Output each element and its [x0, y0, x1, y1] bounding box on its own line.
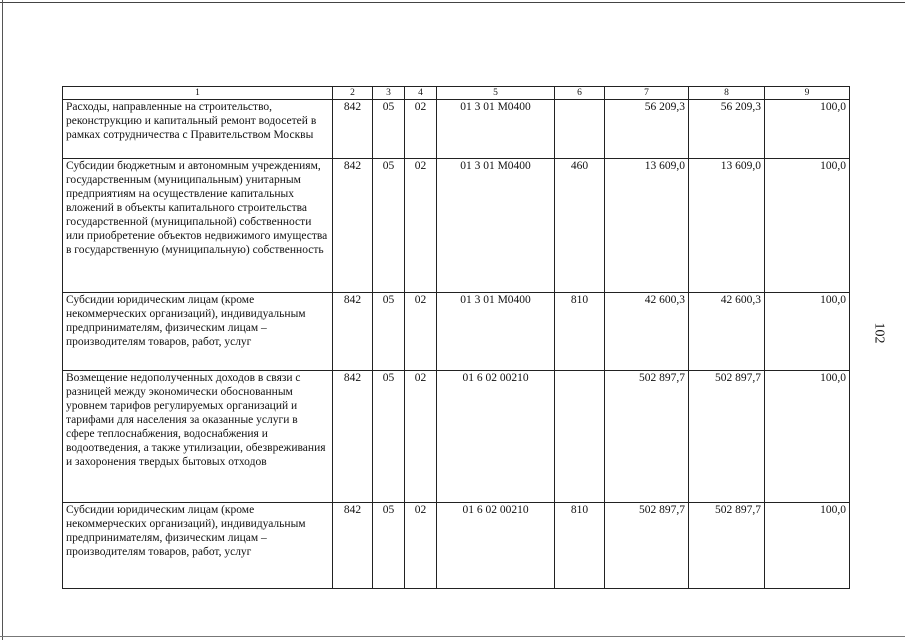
column-header: 5: [437, 87, 555, 100]
cell-executed: 502 897,7: [689, 503, 765, 589]
column-header: 8: [689, 87, 765, 100]
cell-ministry: 842: [333, 371, 373, 503]
cell-percent: 100,0: [765, 100, 850, 159]
column-header: 7: [605, 87, 689, 100]
cell-executed: 56 209,3: [689, 100, 765, 159]
cell-executed: 13 609,0: [689, 159, 765, 293]
cell-expense-type: 810: [555, 503, 605, 589]
cell-subsection: 02: [405, 371, 437, 503]
header-row: [63, 87, 850, 100]
cell-target-code: 01 6 02 00210: [437, 503, 555, 589]
cell-subsection: 02: [405, 100, 437, 159]
cell-percent: 100,0: [765, 159, 850, 293]
table-row: [63, 293, 850, 371]
column-header: 1: [63, 87, 333, 100]
page-edge-top: [0, 2, 905, 3]
cell-subsection: 02: [405, 293, 437, 371]
cell-section: 05: [373, 159, 405, 293]
cell-target-code: 01 3 01 М0400: [437, 100, 555, 159]
cell-expense-type: [555, 371, 605, 503]
page-edge-bottom: [0, 636, 905, 637]
cell-ministry: 842: [333, 159, 373, 293]
cell-section: 05: [373, 503, 405, 589]
table-row: [63, 100, 850, 159]
cell-planned: 502 897,7: [605, 371, 689, 503]
cell-section: 05: [373, 371, 405, 503]
cell-subsection: 02: [405, 503, 437, 589]
cell-section: 05: [373, 100, 405, 159]
cell-target-code: 01 3 01 М0400: [437, 159, 555, 293]
column-header: 3: [373, 87, 405, 100]
table-row: [63, 159, 850, 293]
cell-planned: 56 209,3: [605, 100, 689, 159]
cell-ministry: 842: [333, 503, 373, 589]
column-header: 9: [765, 87, 850, 100]
cell-executed: 502 897,7: [689, 371, 765, 503]
cell-ministry: 842: [333, 293, 373, 371]
row-name: Расходы, направленные на строительство, реконструкцию и капитальный ремонт водосетей в рамках сотрудничества с Правительством Москвы: [63, 100, 333, 159]
row-name: Субсидии юридическим лицам (кроме некоммерческих организаций), индивидуальным предпринимателям, физическим лицам – производителям товаров, работ, услуг: [63, 503, 333, 589]
cell-percent: 100,0: [765, 371, 850, 503]
table-row: [63, 503, 850, 589]
page-number: 102: [871, 322, 887, 344]
page-edge-left: [2, 0, 3, 640]
row-name: Субсидии юридическим лицам (кроме некоммерческих организаций), индивидуальным предпринимателям, физическим лицам – производителям товаров, работ, услуг: [63, 293, 333, 371]
cell-expense-type: 460: [555, 159, 605, 293]
column-header: 4: [405, 87, 437, 100]
cell-expense-type: 810: [555, 293, 605, 371]
cell-expense-type: [555, 100, 605, 159]
row-name: Субсидии бюджетным и автономным учреждениям, государственным (муниципальным) унитарным предприятиям на осуществление капитальных вложений в объекты капитального строительства государственной (муниципальной) собственности или приобретение объектов недвижимого имущества в государственную (муниципальную) собственность: [63, 159, 333, 293]
column-header: 6: [555, 87, 605, 100]
cell-target-code: 01 3 01 М0400: [437, 293, 555, 371]
cell-target-code: 01 6 02 00210: [437, 371, 555, 503]
cell-planned: 42 600,3: [605, 293, 689, 371]
table-row: [63, 371, 850, 503]
cell-percent: 100,0: [765, 503, 850, 589]
row-name: Возмещение недополученных доходов в связи с разницей между экономически обоснованным уровнем тарифов регулируемых организаций и тарифами для населения за оказанные услуги в сфере теплоснабжения, водоснабжения и водоотведения, а также утилизации, обезвреживания и захоронения твердых бытовых отходов: [63, 371, 333, 503]
budget-table: [62, 86, 850, 589]
cell-subsection: 02: [405, 159, 437, 293]
cell-planned: 13 609,0: [605, 159, 689, 293]
column-header: 2: [333, 87, 373, 100]
cell-section: 05: [373, 293, 405, 371]
cell-executed: 42 600,3: [689, 293, 765, 371]
cell-planned: 502 897,7: [605, 503, 689, 589]
cell-ministry: 842: [333, 100, 373, 159]
cell-percent: 100,0: [765, 293, 850, 371]
